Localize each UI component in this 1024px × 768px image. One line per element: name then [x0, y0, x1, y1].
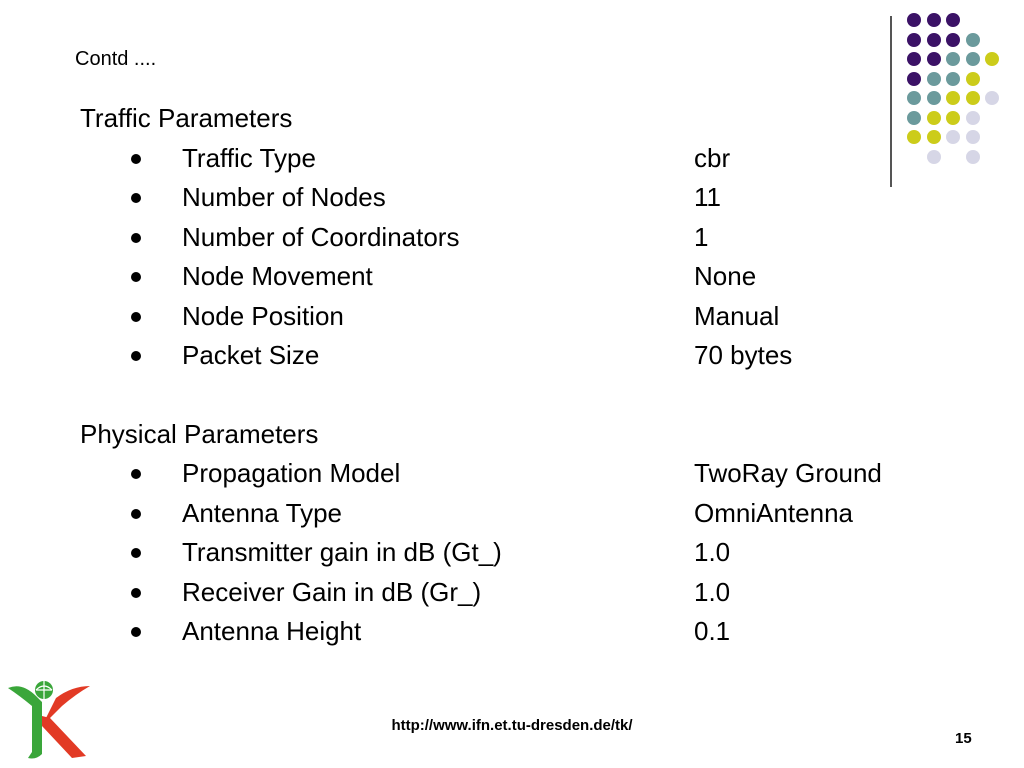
- list-item: [0, 143, 1024, 173]
- parameter-value: 1.0: [694, 537, 731, 567]
- decorative-dot: [907, 91, 921, 105]
- decorative-dot: [907, 33, 921, 47]
- parameter-value: 1: [694, 222, 709, 252]
- decorative-dot: [907, 72, 921, 86]
- decorative-dot: [966, 111, 980, 125]
- parameter-name: Node Movement: [182, 261, 373, 291]
- decorative-dot: [907, 111, 921, 125]
- decorative-dot: [966, 72, 980, 86]
- parameter-value: OmniAntenna: [694, 498, 853, 528]
- bullet-dot-icon: [131, 154, 141, 164]
- list-item: [0, 458, 1024, 488]
- decorative-dot: [946, 33, 960, 47]
- bullet-dot-icon: [131, 233, 141, 243]
- bullet-dot-icon: [131, 193, 141, 203]
- parameter-value: Manual: [694, 301, 780, 331]
- decorative-dot: [927, 111, 941, 125]
- decorative-dot: [927, 72, 941, 86]
- parameter-value: 11: [694, 182, 721, 212]
- parameter-name: Number of Nodes: [182, 182, 386, 212]
- parameter-name: Traffic Type: [182, 143, 316, 173]
- decorative-dot: [946, 91, 960, 105]
- list-item: [0, 301, 1024, 331]
- list-item: [0, 182, 1024, 212]
- parameter-value: None: [694, 261, 757, 291]
- list-item: [0, 498, 1024, 528]
- decorative-dot: [966, 130, 980, 144]
- footer-url: http://www.ifn.et.tu-dresden.de/tk/: [391, 717, 633, 734]
- decorative-dot: [907, 52, 921, 66]
- decorative-dot: [966, 52, 980, 66]
- decorative-dot: [927, 130, 941, 144]
- parameter-name: Transmitter gain in dB (Gt_): [182, 537, 502, 567]
- decorative-dot: [966, 33, 980, 47]
- parameter-name: Propagation Model: [182, 458, 401, 488]
- vertical-divider: [890, 16, 892, 187]
- list-item: [0, 616, 1024, 646]
- list-item: [0, 577, 1024, 607]
- parameter-name: Receiver Gain in dB (Gr_): [182, 577, 482, 607]
- parameter-name: Antenna Type: [182, 498, 342, 528]
- decorative-dot: [946, 130, 960, 144]
- parameter-value: cbr: [694, 143, 731, 173]
- parameter-value: 1.0: [694, 577, 731, 607]
- physical-parameters-heading: Physical Parameters: [80, 419, 319, 449]
- decorative-dot: [966, 150, 980, 164]
- list-item: [0, 537, 1024, 567]
- decorative-dot: [966, 91, 980, 105]
- bullet-dot-icon: [131, 588, 141, 598]
- parameter-value: TwoRay Ground: [694, 458, 882, 488]
- decorative-dot: [927, 13, 941, 27]
- parameter-value: 70 bytes: [694, 340, 793, 370]
- decorative-dot: [907, 130, 921, 144]
- list-item: [0, 222, 1024, 252]
- page-number: 15: [955, 730, 972, 747]
- parameter-name: Antenna Height: [182, 616, 362, 646]
- decorative-dot: [985, 91, 999, 105]
- bullet-dot-icon: [131, 272, 141, 282]
- decorative-dot: [946, 72, 960, 86]
- slide-title: Contd ....: [75, 48, 157, 70]
- list-item: [0, 261, 1024, 291]
- bullet-dot-icon: [131, 627, 141, 637]
- bullet-dot-icon: [131, 548, 141, 558]
- bullet-dot-icon: [131, 469, 141, 479]
- parameter-name: Packet Size: [182, 340, 320, 370]
- parameter-value: 0.1: [694, 616, 731, 646]
- decorative-dot: [907, 13, 921, 27]
- parameter-name: Number of Coordinators: [182, 222, 460, 252]
- decorative-dot: [946, 13, 960, 27]
- parameter-name: Node Position: [182, 301, 344, 331]
- bullet-dot-icon: [131, 351, 141, 361]
- decorative-dot: [985, 52, 999, 66]
- decorative-dot: [927, 91, 941, 105]
- decorative-dot: [927, 52, 941, 66]
- decorative-dot: [946, 111, 960, 125]
- decorative-dot: [927, 150, 941, 164]
- bullet-dot-icon: [131, 509, 141, 519]
- traffic-parameters-heading: Traffic Parameters: [80, 103, 293, 133]
- list-item: [0, 340, 1024, 370]
- bullet-dot-icon: [131, 312, 141, 322]
- decorative-dot: [927, 33, 941, 47]
- decorative-dot: [946, 52, 960, 66]
